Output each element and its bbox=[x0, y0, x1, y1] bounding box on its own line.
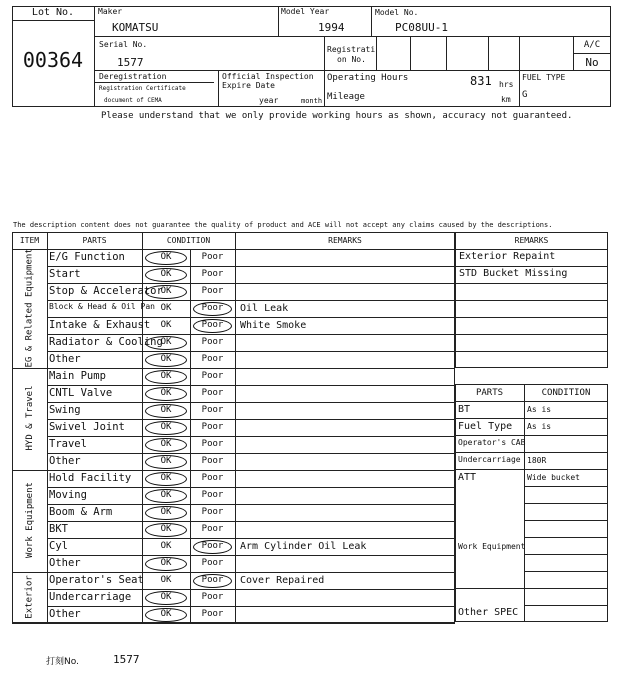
poor-option: Poor bbox=[201, 541, 224, 551]
ok-circle-mark bbox=[145, 421, 187, 435]
ok-circle-mark bbox=[145, 387, 187, 401]
ok-option: OK bbox=[160, 320, 172, 330]
ok-circle-mark bbox=[145, 438, 187, 452]
poor-option: Poor bbox=[201, 405, 224, 415]
group-label: Work Equipment bbox=[24, 482, 35, 558]
poor-option: Poor bbox=[201, 354, 224, 364]
table-row-part: Undercarriage bbox=[49, 591, 132, 603]
ok-circle-mark bbox=[145, 353, 187, 367]
poor-option: Poor bbox=[201, 320, 224, 330]
ok-option: OK bbox=[160, 575, 172, 585]
col-parts-header: PARTS bbox=[82, 236, 107, 245]
ok-circle-mark bbox=[145, 506, 187, 520]
right-parts-row-part: Operator's CAB bbox=[458, 438, 526, 447]
mileage-label: Mileage bbox=[327, 92, 365, 102]
lot-no-label: Lot No. bbox=[31, 7, 75, 18]
right-remark-line: Exterior Repaint bbox=[459, 251, 556, 262]
table-row-part: E/G Function bbox=[49, 251, 125, 263]
ok-option: OK bbox=[160, 541, 172, 551]
ok-circle-mark bbox=[145, 251, 187, 265]
ok-option: OK bbox=[160, 388, 172, 398]
fuel-type-label: FUEL TYPE bbox=[522, 73, 566, 82]
right-remark-line: STD Bucket Missing bbox=[459, 268, 568, 279]
table-row-part: Main Pump bbox=[49, 370, 106, 382]
ok-option: OK bbox=[160, 286, 172, 296]
right-parts-row-cond: As is bbox=[527, 422, 552, 431]
serial-no-value: 1577 bbox=[117, 56, 144, 69]
col-remarks-header: REMARKS bbox=[328, 236, 362, 245]
table-row-remark: Arm Cylinder Oil Leak bbox=[240, 541, 367, 552]
col-item-header: ITEM bbox=[19, 236, 40, 245]
ok-circle-mark bbox=[145, 455, 187, 469]
ok-circle-mark bbox=[145, 268, 187, 282]
km-label: km bbox=[501, 95, 511, 104]
poor-option: Poor bbox=[201, 609, 224, 619]
table-row-remark: White Smoke bbox=[240, 320, 307, 331]
poor-option: Poor bbox=[201, 388, 224, 398]
ok-option: OK bbox=[160, 269, 172, 279]
right-parts-row-cond: Wide bucket bbox=[527, 473, 580, 482]
ok-circle-mark bbox=[145, 557, 187, 571]
poor-option: Poor bbox=[201, 371, 224, 381]
stamp-label: 打刻No. bbox=[46, 657, 79, 667]
poor-option: Poor bbox=[201, 575, 224, 585]
ok-option: OK bbox=[160, 507, 172, 517]
ok-option: OK bbox=[160, 490, 172, 500]
hours-notice: Please understand that we only provide working hours as shown, accuracy not guaranteed. bbox=[101, 111, 573, 121]
operating-hours-label: Operating Hours bbox=[327, 73, 409, 83]
table-row-remark: Oil Leak bbox=[240, 303, 289, 314]
group-label: Exterior bbox=[24, 574, 35, 619]
document-cema-label: document of CEMA bbox=[104, 97, 162, 104]
ok-circle-mark bbox=[145, 608, 187, 622]
right-parts-row-part: Fuel Type bbox=[458, 421, 513, 432]
deregistration-label: Deregistration bbox=[99, 72, 167, 81]
poor-option: Poor bbox=[201, 337, 224, 347]
ok-option: OK bbox=[160, 473, 172, 483]
poor-option: Poor bbox=[201, 524, 224, 534]
hrs-label: hrs bbox=[499, 80, 514, 89]
poor-option: Poor bbox=[201, 473, 224, 483]
ok-option: OK bbox=[160, 592, 172, 602]
year-label: year bbox=[259, 96, 279, 105]
poor-option: Poor bbox=[201, 456, 224, 466]
ok-option: OK bbox=[160, 422, 172, 432]
table-row-part: Hold Facility bbox=[49, 472, 132, 484]
poor-option: Poor bbox=[201, 269, 224, 279]
ok-circle-mark bbox=[145, 472, 187, 486]
maker-value: KOMATSU bbox=[112, 21, 159, 34]
model-no-value: PC08UU-1 bbox=[395, 21, 448, 34]
table-row-part: Other bbox=[49, 353, 81, 365]
fuel-type-value: G bbox=[522, 90, 528, 100]
table-row-part: Radiator & Cooling bbox=[49, 336, 163, 348]
table-row-part: BKT bbox=[49, 523, 68, 535]
right-parts-row-cond: 180R bbox=[527, 456, 547, 465]
table-row-remark: Cover Repaired bbox=[240, 575, 325, 586]
poor-circle-mark bbox=[193, 319, 232, 333]
table-row-part: Stop & Accelerator bbox=[49, 285, 163, 297]
poor-circle-mark bbox=[193, 574, 232, 588]
poor-option: Poor bbox=[201, 303, 224, 313]
ok-option: OK bbox=[160, 439, 172, 449]
table-row-part: Other bbox=[49, 557, 81, 569]
poor-option: Poor bbox=[201, 422, 224, 432]
right-parts-row-part: BT bbox=[458, 404, 471, 415]
table-row-part: Start bbox=[49, 268, 81, 280]
ok-circle-mark bbox=[145, 285, 187, 299]
col-condition-header: CONDITION bbox=[166, 236, 211, 245]
ok-option: OK bbox=[160, 371, 172, 381]
other-spec-label: Other SPEC bbox=[458, 607, 519, 618]
inspection-label-1: Official Inspection bbox=[222, 72, 314, 81]
right-parts-header: PARTS bbox=[475, 388, 504, 398]
right-parts-row-part: Undercarriage bbox=[458, 455, 521, 464]
table-row-part: Operator's Seat bbox=[49, 574, 144, 586]
ok-circle-mark bbox=[145, 336, 187, 350]
poor-option: Poor bbox=[201, 558, 224, 568]
right-condition-header: CONDITION bbox=[541, 388, 591, 398]
work-equipment-label: Work Equipment bbox=[458, 542, 526, 551]
poor-option: Poor bbox=[201, 252, 224, 262]
registration-label-2: on No. bbox=[337, 55, 366, 64]
ok-option: OK bbox=[160, 303, 172, 313]
table-row-part: Boom & Arm bbox=[49, 506, 113, 518]
model-year-value: 1994 bbox=[318, 21, 345, 34]
table-row-part: Intake & Exhaust bbox=[49, 319, 151, 331]
table-row-part: Other bbox=[49, 455, 81, 467]
table-row-part: Block & Head & Oil Pan bbox=[49, 302, 155, 311]
ok-circle-mark bbox=[145, 404, 187, 418]
right-parts-row-cond: As is bbox=[527, 405, 552, 414]
ok-option: OK bbox=[160, 558, 172, 568]
maker-label: Maker bbox=[98, 7, 123, 16]
right-remarks-header: REMARKS bbox=[514, 236, 549, 245]
ok-option: OK bbox=[160, 456, 172, 466]
ok-circle-mark bbox=[145, 370, 187, 384]
poor-option: Poor bbox=[201, 592, 224, 602]
serial-no-label: Serial No. bbox=[99, 40, 148, 49]
stamp-value: 1577 bbox=[113, 653, 140, 666]
ok-circle-mark bbox=[145, 489, 187, 503]
poor-option: Poor bbox=[201, 439, 224, 449]
registration-certificate-label: Registration Certificate bbox=[99, 85, 186, 92]
ok-option: OK bbox=[160, 609, 172, 619]
lot-no-value: 00364 bbox=[22, 48, 84, 72]
operating-hours-value: 831 bbox=[470, 74, 492, 88]
table-row-part: Other bbox=[49, 608, 81, 620]
ok-option: OK bbox=[160, 354, 172, 364]
poor-option: Poor bbox=[201, 490, 224, 500]
ac-value: No bbox=[585, 56, 599, 69]
model-year-label: Model Year bbox=[281, 7, 330, 16]
ok-circle-mark bbox=[145, 591, 187, 605]
poor-circle-mark bbox=[193, 302, 232, 316]
ok-circle-mark bbox=[145, 523, 187, 537]
ac-label: A/C bbox=[583, 40, 601, 50]
model-no-label: Model No. bbox=[375, 8, 419, 17]
table-row-part: Swivel Joint bbox=[49, 421, 125, 433]
ok-option: OK bbox=[160, 524, 172, 534]
table-row-part: Travel bbox=[49, 438, 87, 450]
poor-option: Poor bbox=[201, 507, 224, 517]
table-row-part: Moving bbox=[49, 489, 87, 501]
month-label: month bbox=[301, 97, 323, 105]
group-label: HYD & Travel bbox=[24, 385, 35, 451]
registration-label-1: Registrati bbox=[327, 45, 376, 54]
ok-option: OK bbox=[160, 252, 172, 262]
table-row-part: Swing bbox=[49, 404, 81, 416]
inspection-label-2: Expire Date bbox=[222, 81, 275, 90]
poor-option: Poor bbox=[201, 286, 224, 296]
disclaimer: The description content does not guarantee the quality of product and ACE will not accept any claims caused by the descriptions. bbox=[13, 221, 553, 229]
ok-option: OK bbox=[160, 337, 172, 347]
poor-circle-mark bbox=[193, 540, 232, 554]
right-parts-row-part: ATT bbox=[458, 472, 477, 483]
table-row-part: CNTL Valve bbox=[49, 387, 113, 399]
ok-option: OK bbox=[160, 405, 172, 415]
group-label: EG & Related Equipment bbox=[24, 247, 35, 367]
table-row-part: Cyl bbox=[49, 540, 68, 552]
